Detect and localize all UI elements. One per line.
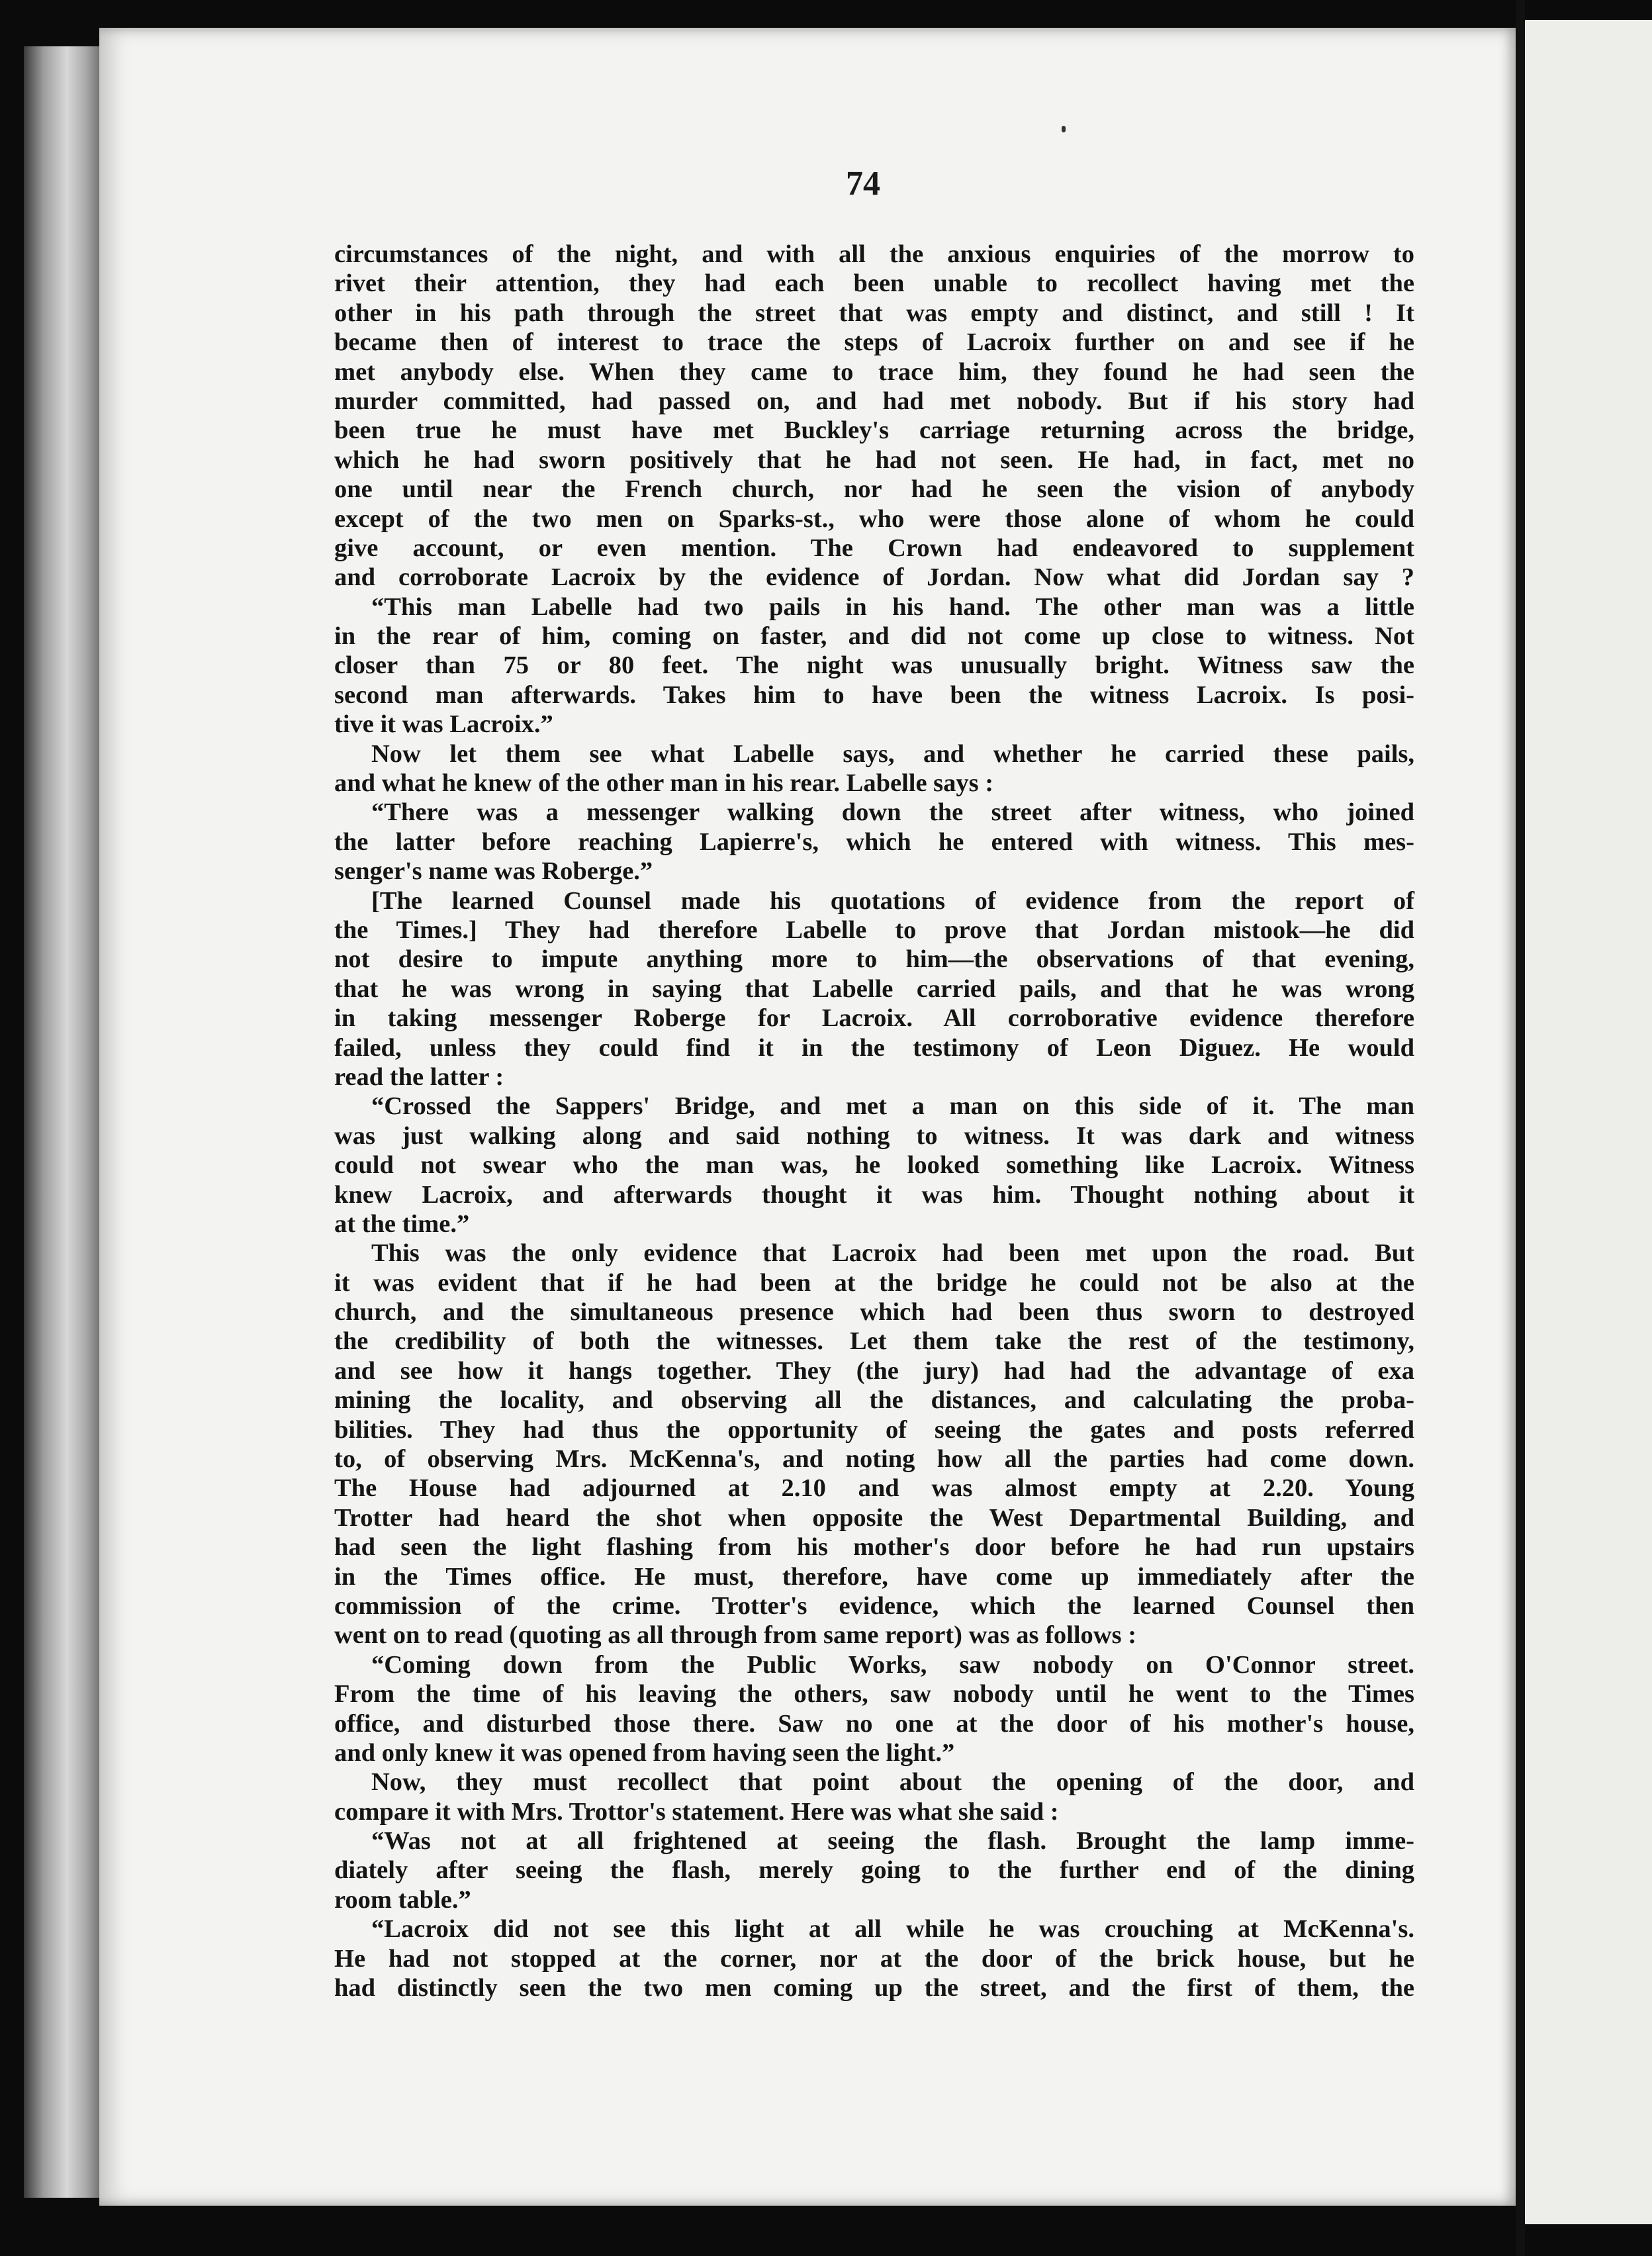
text-line: This was the only evidence that Lacroix had been met upon the road. But: [371, 1239, 1414, 1268]
text-line: in the rear of him, coming on faster, and did not come up close to witness. Not: [334, 622, 1414, 651]
text-line: From the time of his leaving the others, saw nobody until he went to the Times: [334, 1680, 1414, 1709]
page-number: 74: [846, 165, 880, 203]
text-line: except of the two men on Sparks-st., who were those alone of whom he could: [334, 504, 1414, 533]
text-line: it was evident that if he had been at the bridge he could not be also at the: [334, 1268, 1414, 1297]
text-line: bilities. They had thus the opportunity of seeing the gates and posts referred: [334, 1415, 1414, 1444]
text-line: at the time.”: [334, 1209, 470, 1238]
text-line: mining the locality, and observing all the distances, and calculating the proba-: [334, 1386, 1414, 1415]
text-line: give account, or even mention. The Crown had endeavored to supplement: [334, 534, 1414, 562]
text-line: not desire to impute anything more to him—the observations of that evening,: [334, 945, 1414, 974]
text-line: compare it with Mrs. Trottor's statement. Here was what she said :: [334, 1797, 1059, 1826]
text-line: commission of the crime. Trotter's evidence, which the learned Counsel then: [334, 1591, 1414, 1620]
text-line: had seen the light flashing from his mother's door before he had run upstairs: [334, 1533, 1414, 1562]
text-line: knew Lacroix, and afterwards thought it was him. Thought nothing about it: [334, 1180, 1414, 1209]
text-line: which he had sworn positively that he had not seen. He had, in fact, met no: [334, 446, 1414, 474]
text-line: room table.”: [334, 1885, 471, 1914]
text-line: church, and the simultaneous presence which had been thus sworn to destroyed: [334, 1298, 1414, 1327]
page-gutter: [1516, 0, 1525, 2256]
text-line: read the latter :: [334, 1062, 504, 1091]
book-edge: [24, 46, 102, 2198]
text-line: met anybody else. When they came to trace him, they found he had seen the: [334, 357, 1414, 386]
text-line: other in his path through the street that was empty and distinct, and still ! It: [334, 299, 1414, 327]
text-line: office, and disturbed those there. Saw no one at the door of his mother's house,: [334, 1709, 1414, 1738]
text-line: was just walking along and said nothing to witness. It was dark and witness: [334, 1121, 1414, 1150]
text-line: Now let them see what Labelle says, and whether he carried these pails,: [371, 739, 1414, 768]
text-line: been true he must have met Buckley's carriage returning across the bridge,: [334, 416, 1414, 445]
text-line: “Crossed the Sappers' Bridge, and met a man on this side of it. The man: [371, 1092, 1414, 1121]
text-line: murder committed, had passed on, and had met nobody. But if his story had: [334, 387, 1414, 415]
ink-speck: [1062, 126, 1066, 132]
text-line: one until near the French church, nor had he seen the vision of anybody: [334, 475, 1414, 504]
text-line: rivet their attention, they had each been unable to recollect having met the: [334, 269, 1414, 298]
text-line: and only knew it was opened from having seen the light.”: [334, 1738, 955, 1767]
text-line: and corroborate Lacroix by the evidence of Jordan. Now what did Jordan say ?: [334, 563, 1414, 592]
text-line: tive it was Lacroix.”: [334, 710, 553, 739]
text-line: failed, unless they could find it in the testimony of Leon Diguez. He would: [334, 1033, 1414, 1062]
text-line: became then of interest to trace the steps of Lacroix further on and see if he: [334, 328, 1414, 357]
text-line: the Times.] They had therefore Labelle to prove that Jordan mistook—he did: [334, 916, 1414, 944]
text-line: and what he knew of the other man in his rear. Labelle says :: [334, 769, 994, 798]
text-line: second man afterwards. Takes him to have been the witness Lacroix. Is posi-: [334, 681, 1414, 709]
body-text: [334, 240, 1414, 2002]
text-line: in taking messenger Roberge for Lacroix. All corroborative evidence therefore: [334, 1004, 1414, 1033]
text-line: circumstances of the night, and with all the anxious enquiries of the morrow to: [334, 240, 1414, 268]
text-line: He had not stopped at the corner, nor at the door of the brick house, but he: [334, 1944, 1414, 1973]
text-line: “There was a messenger walking down the street after witness, who joined: [371, 798, 1414, 827]
text-line: “Coming down from the Public Works, saw nobody on O'Connor street.: [371, 1650, 1414, 1679]
text-line: “This man Labelle had two pails in his hand. The other man was a little: [371, 592, 1414, 621]
text-line: and see how it hangs together. They (the jury) had had the advantage of exa: [334, 1356, 1414, 1385]
text-line: “Was not at all frightened at seeing the flash. Brought the lamp imme-: [371, 1827, 1414, 1856]
text-line: Trotter had heard the shot when opposite the West Departmental Building, and: [334, 1503, 1414, 1532]
text-line: the credibility of both the witnesses. Let them take the rest of the testimony,: [334, 1327, 1414, 1356]
text-line: [The learned Counsel made his quotations of evidence from the report of: [371, 886, 1414, 915]
text-line: had distinctly seen the two men coming up the street, and the first of them, the: [334, 1974, 1414, 2002]
text-line: senger's name was Roberge.”: [334, 857, 653, 886]
text-line: could not swear who the man was, he looked something like Lacroix. Witness: [334, 1151, 1414, 1180]
text-line: in the Times office. He must, therefore, have come up immediately after the: [334, 1562, 1414, 1591]
text-line: the latter before reaching Lapierre's, which he entered with witness. This mes-: [334, 827, 1414, 856]
text-line: went on to read (quoting as all through from same report) was as follows :: [334, 1621, 1137, 1650]
text-line: to, of observing Mrs. McKenna's, and noting how all the parties had come down.: [334, 1445, 1414, 1474]
text-line: Now, they must recollect that point about the opening of the door, and: [371, 1768, 1414, 1797]
text-line: closer than 75 or 80 feet. The night was unusually bright. Witness saw the: [334, 651, 1414, 680]
text-line: “Lacroix did not see this light at all while he was crouching at McKenna's.: [371, 1915, 1414, 1944]
text-line: that he was wrong in saying that Labelle carried pails, and that he was wrong: [334, 974, 1414, 1003]
text-line: The House had adjourned at 2.10 and was almost empty at 2.20. Young: [334, 1474, 1414, 1503]
facing-page-edge: [1525, 20, 1652, 2224]
text-line: diately after seeing the flash, merely going to the further end of the dining: [334, 1856, 1414, 1885]
